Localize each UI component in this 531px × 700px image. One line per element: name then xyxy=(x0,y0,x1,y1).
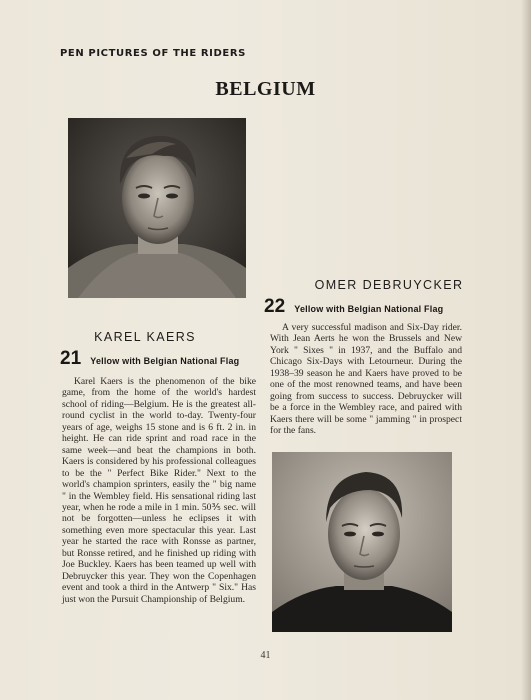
rider-number: 21 xyxy=(60,348,82,369)
rider-colours: Yellow with Belgian National Flag xyxy=(90,356,240,366)
rider-name-omer-debruycker: OMER DEBRUYCKER xyxy=(314,278,464,292)
rider-bio-karel-kaers: Karel Kaers is the phenomenon of the bike game, from the home of the world's hardest school of riding—Belgium. He is the greatest all-round cyclist in the world to-day. Twenty-four years of age, weighs 15 stone and is 6 ft. 2 in. in height. He can ride sprint and road race in the same week—and beat the champions in both. Kaers is considered by his professional colleagues to be the " Perfect Bike Rider." Next to the world's champion sprinters, easily the " big name " in the Wembley field. His sensational riding last year, when he rode a mile in 1 min. 50⅗ sec. will not be forgotten—unless he eclipses it with something even more spectacular this year. Last year he started the race with Ronsse as partner, but Ronsse retired, and he finished up riding with Joe Buckley. Kaers has been teamed up well with Debruycker this year. They won the Copenhagen event and took a third in the Antwerp " Six." Has just won the Pursuit Championship of Belgium. xyxy=(62,376,256,605)
country-heading: BELGIUM xyxy=(215,78,316,100)
page-edge-shadow xyxy=(521,0,531,700)
page-number: 41 xyxy=(260,650,271,661)
section-title: PEN PICTURES OF THE RIDERS xyxy=(60,48,246,59)
rider-name-karel-kaers: KAREL KAERS xyxy=(94,330,196,344)
rider-photo-omer-debruycker xyxy=(272,452,452,632)
rider-colours: Yellow with Belgian National Flag xyxy=(294,304,444,314)
rider-number: 22 xyxy=(264,296,286,317)
rider-number-line-22 xyxy=(264,296,443,318)
rider-number-line-21 xyxy=(60,348,239,370)
rider-bio-omer-debruycker: A very successful madison and Six-Day rider. With Jean Aerts he won the Brussels and New York " Sixes " in 1937, and the Buffalo and Chicago Six-Days with Letourneur. During the 1938–39 season he and Kaers have proved to be one of the most renowned teams, and have been going from success to success. Debruycker will be a force in the Wembley race, and paired with Kaers there will be some " jamming " in prospect for the fans. xyxy=(270,322,462,437)
rider-photo-karel-kaers xyxy=(68,118,246,298)
